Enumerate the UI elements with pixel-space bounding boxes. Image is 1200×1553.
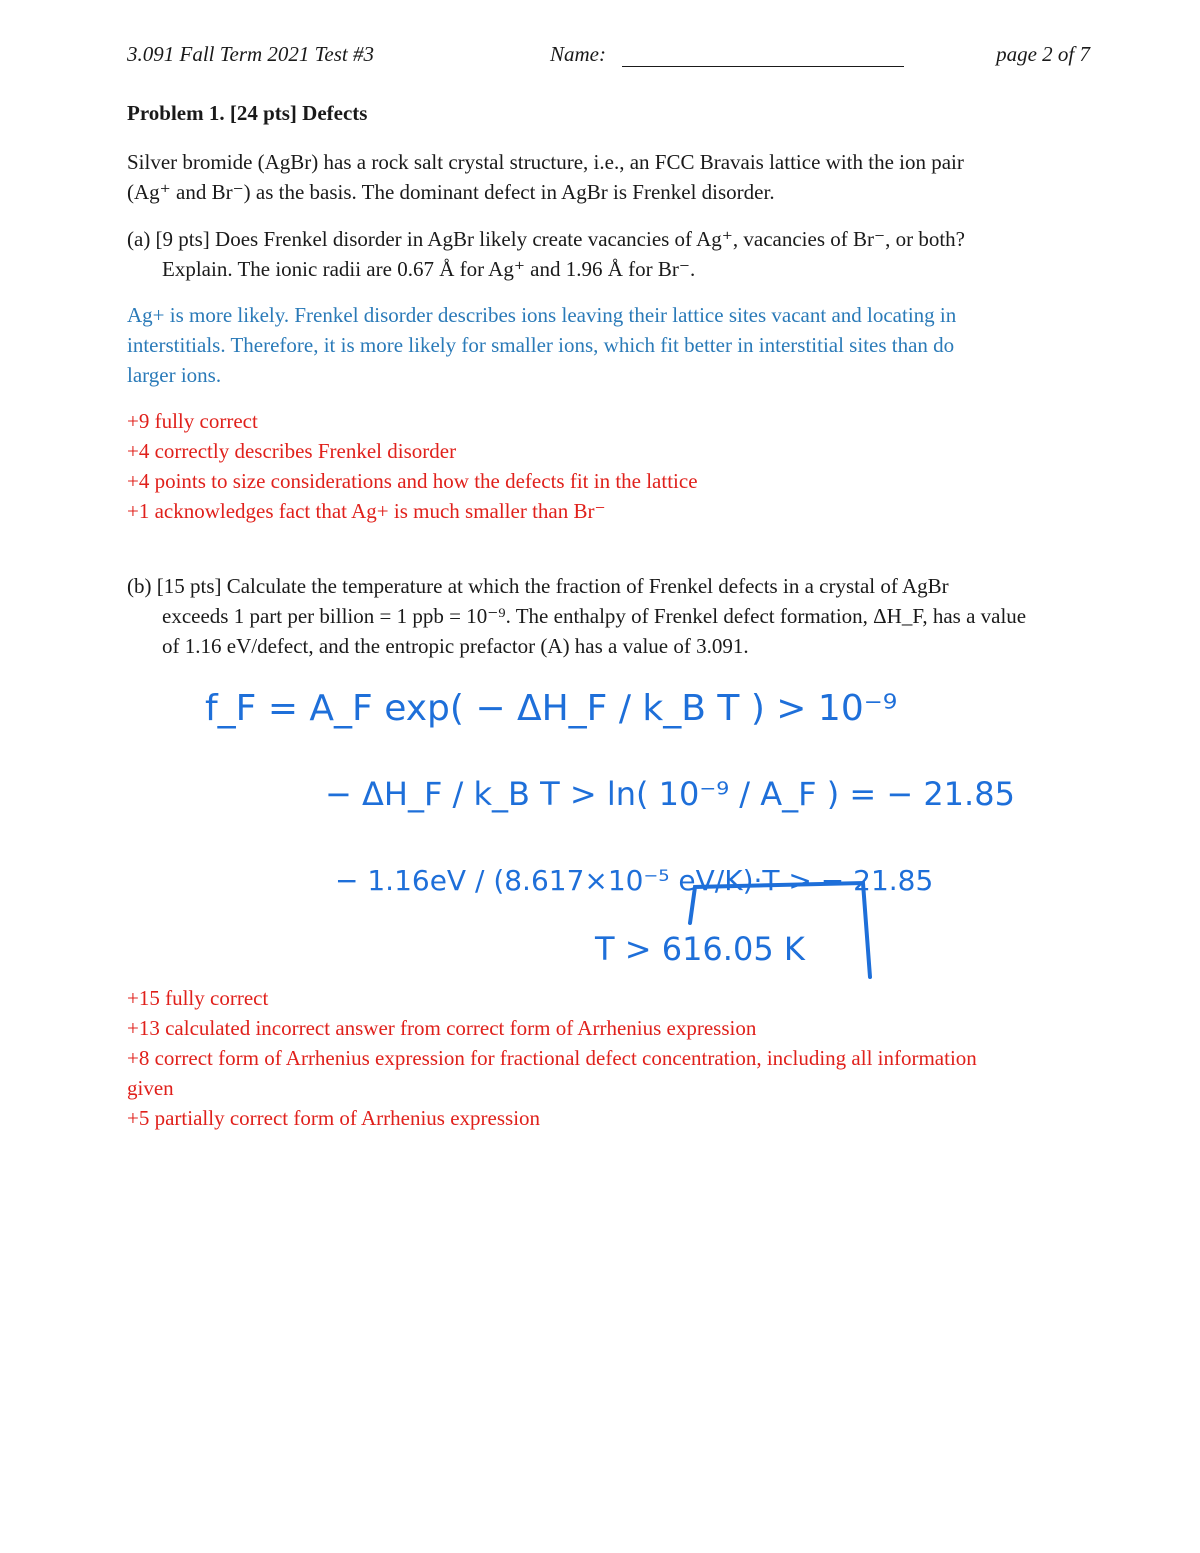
question-line: (b) [15 pts] Calculate the temperature at which the fraction of Frenkel defects in a crystal of AgBr	[127, 574, 949, 598]
question-line: (a) [9 pts] Does Frenkel disorder in AgBr likely create vacancies of Ag⁺, vacancies of Br⁻, or both?	[127, 227, 965, 251]
rubric-item: +4 points to size considerations and how the defects fit in the lattice	[127, 469, 698, 493]
rubric-item: +9 fully correct	[127, 409, 258, 433]
hw-line-4: T > 616.05 K	[595, 930, 805, 968]
hw-line-1: f_F = A_F exp( − ΔH_F / k_B T ) > 10⁻⁹	[205, 688, 898, 729]
part-b-rubric	[127, 983, 977, 1133]
course-title: 3.091 Fall Term 2021 Test #3	[127, 42, 374, 66]
question-line: of 1.16 eV/defect, and the entropic prefactor (A) has a value of 3.091.	[162, 634, 749, 658]
answer-line: larger ions.	[127, 363, 222, 387]
answer-line: interstitials. Therefore, it is more likely for smaller ions, which fit better in interstitial sites than do	[127, 333, 955, 357]
rubric-item: +5 partially correct form of Arrhenius expression	[127, 1106, 541, 1130]
hw-line-3: − 1.16eV / (8.617×10⁻⁵ eV/K)·T > − 21.85	[335, 864, 934, 897]
page-number: page 2 of 7	[996, 42, 1090, 66]
part-a-rubric	[127, 406, 698, 526]
rubric-item: +4 correctly describes Frenkel disorder	[127, 439, 457, 463]
rubric-item: +1 acknowledges fact that Ag+ is much smaller than Br⁻	[127, 499, 606, 523]
page-header	[127, 42, 1090, 72]
rubric-item: +8 correct form of Arrhenius expression for fractional defect concentration, including all information	[127, 1046, 977, 1070]
answer-line: Ag+ is more likely. Frenkel disorder describes ions leaving their lattice sites vacant and locating in	[127, 303, 957, 327]
name-field-line	[622, 66, 904, 67]
name-label: Name:	[550, 42, 606, 66]
rubric-item: +13 calculated incorrect answer from correct form of Arrhenius expression	[127, 1016, 757, 1040]
rubric-item: +15 fully correct	[127, 986, 269, 1010]
intro-line: (Ag⁺ and Br⁻) as the basis. The dominant defect in AgBr is Frenkel disorder.	[127, 180, 775, 204]
part-a-question	[127, 224, 965, 284]
handwritten-solution	[195, 665, 1015, 985]
problem-intro	[127, 147, 964, 207]
question-line: exceeds 1 part per billion = 1 ppb = 10⁻⁹. The enthalpy of Frenkel defect formation, ΔH_F, has a value	[162, 604, 1027, 628]
problem-title: Problem 1. [24 pts] Defects	[127, 101, 368, 125]
hw-line-2: − ΔH_F / k_B T > ln( 10⁻⁹ / A_F ) = − 21.85	[325, 775, 1015, 813]
part-b-question	[127, 571, 1026, 661]
rubric-item: given	[127, 1076, 174, 1100]
intro-line: Silver bromide (AgBr) has a rock salt crystal structure, i.e., an FCC Bravais lattice with the ion pair	[127, 150, 964, 174]
part-a-answer	[127, 300, 956, 390]
question-line: Explain. The ionic radii are 0.67 Å for Ag⁺ and 1.96 Å for Br⁻.	[162, 257, 696, 281]
